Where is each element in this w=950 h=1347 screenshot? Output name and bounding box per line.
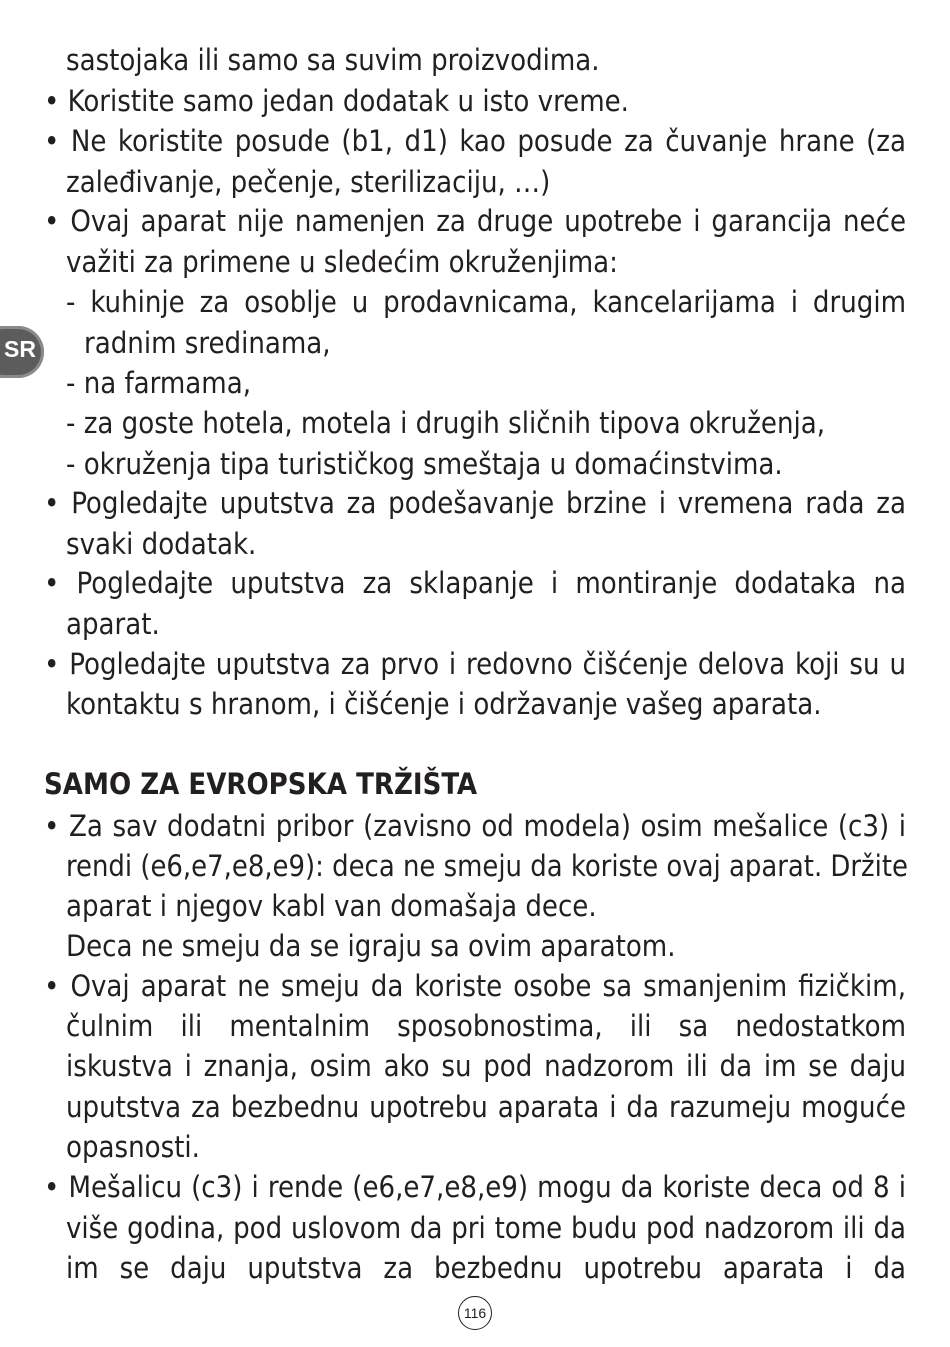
bullet-item: • Pogledajte uputstva za prvo i redovno čišćenje delova koji su u <box>44 647 906 681</box>
text-line: Deca ne smeju da se igraju sa ovim aparatom. <box>66 929 676 963</box>
text-line: više godina, pod uslovom da pri tome budu pod nadzorom ili da <box>66 1211 906 1245</box>
text-line: sastojaka ili samo sa suvim proizvodima. <box>66 43 600 77</box>
language-tab-label: SR <box>4 336 36 362</box>
text-line: im se daju uputstva za bezbednu upotrebu aparata i da <box>66 1251 906 1285</box>
page-number: 116 <box>458 1296 492 1330</box>
text-line: iskustva i znanja, osim ako su pod nadzorom ili da im se daju <box>66 1049 906 1083</box>
text-line: aparat. <box>66 607 160 641</box>
dash-item: - za goste hotela, motela i drugih sličnih tipova okruženja, <box>66 406 825 440</box>
text-line: kontaktu s hranom, i čišćenje i održavanje vašeg aparata. <box>66 687 822 721</box>
text-line: radnim sredinama, <box>84 326 331 360</box>
bullet-item: • Pogledajte uputstva za sklapanje i montiranje dodataka na <box>44 566 906 600</box>
text-line: opasnosti. <box>66 1130 200 1164</box>
text-line: aparat i njegov kabl van domašaja dece. <box>66 889 597 923</box>
section-heading: SAMO ZA EVROPSKA TRŽIŠTA <box>44 767 478 801</box>
bullet-item: • Mešalicu (c3) i rende (e6,e7,e8,e9) mogu da koriste deca od 8 i <box>44 1170 906 1204</box>
bullet-item: • Ne koristite posude (b1, d1) kao posude za čuvanje hrane (za <box>44 124 906 158</box>
bullet-item: • Koristite samo jedan dodatak u isto vreme. <box>44 84 629 118</box>
dash-item: - okruženja tipa turističkog smeštaja u domaćinstvima. <box>66 447 783 481</box>
text-line: svaki dodatak. <box>66 527 257 561</box>
text-line: uputstva za bezbednu upotrebu aparata i da razumeju moguće <box>66 1090 906 1124</box>
bullet-item: • Ovaj aparat ne smeju da koriste osobe sa smanjenim fizičkim, <box>44 969 906 1003</box>
bullet-item: • Pogledajte uputstva za podešavanje brzine i vremena rada za <box>44 486 906 520</box>
dash-item: - na farmama, <box>66 366 251 400</box>
text-line: rendi (e6,e7,e8,e9): deca ne smeju da koriste ovaj aparat. Držite <box>66 849 908 883</box>
text-line: zaleđivanje, pečenje, sterilizaciju, …) <box>66 165 551 199</box>
dash-item: - kuhinje za osoblje u prodavnicama, kancelarijama i drugim <box>66 285 906 319</box>
bullet-item: • Ovaj aparat nije namenjen za druge upotrebe i garancija neće <box>44 204 906 238</box>
text-line: čulnim ili mentalnim sposobnostima, ili sa nedostatkom <box>66 1009 906 1043</box>
bullet-item: • Za sav dodatni pribor (zavisno od modela) osim mešalice (c3) i <box>44 809 906 843</box>
language-tab <box>0 326 44 378</box>
text-line: važiti za primene u sledećim okruženjima: <box>66 245 618 279</box>
